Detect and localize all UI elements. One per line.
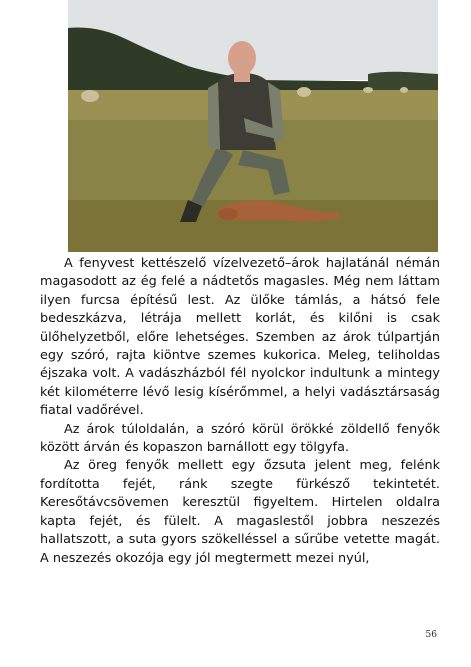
photo-illustration	[68, 0, 438, 252]
photo-hunter-with-fox	[68, 0, 438, 252]
photo-hay-bale	[81, 90, 99, 102]
photo-vest	[218, 73, 276, 150]
photo-head	[228, 41, 256, 75]
paragraph: A fenyvest kettészelő vízelvezető–árok hajlatánál némán magasodott az ég felé a nádtetős magasles. Még nem láttam ilyen furcsa építésű lest. Az ülőke támlás, a hátsó fele bedeszkázva, létrája mellett korlát, és kilőni is csak ülőhelyzetből, előre lehetséges. Szemben az árok túlpartján egy szóró, rajta kiöntve szemes kukorica. Meleg, teliholdas éjszaka volt. A vadászházból fél nyolckor indultunk a mintegy két kilométerre lévő lesig kísérőmmel, a helyi vadásztársaság fiatal vadőrével.	[40, 256, 440, 419]
article-body	[40, 255, 440, 568]
page-number: 56	[425, 630, 437, 640]
paragraph: Az árok túloldalán, a szóró körül örökké zöldellő fenyők között árván és kopaszon barnállott egy tölgyfa.	[40, 421, 440, 456]
paragraph: Az öreg fenyők mellett egy őzsuta jelent meg, felénk fordította fejét, ránk szegte fürkésző tekintetét. Keresőtávcsövemen keresztül figyeltem. Hirtelen oldalra kapta fejét, és fülelt. A magaslestől jobbra neszezés hallatszott, a suta gyors szökelléssel a sűrűbe vetette magát. A neszezés okozója egy jól megtermett mezei nyúl,	[40, 458, 440, 566]
